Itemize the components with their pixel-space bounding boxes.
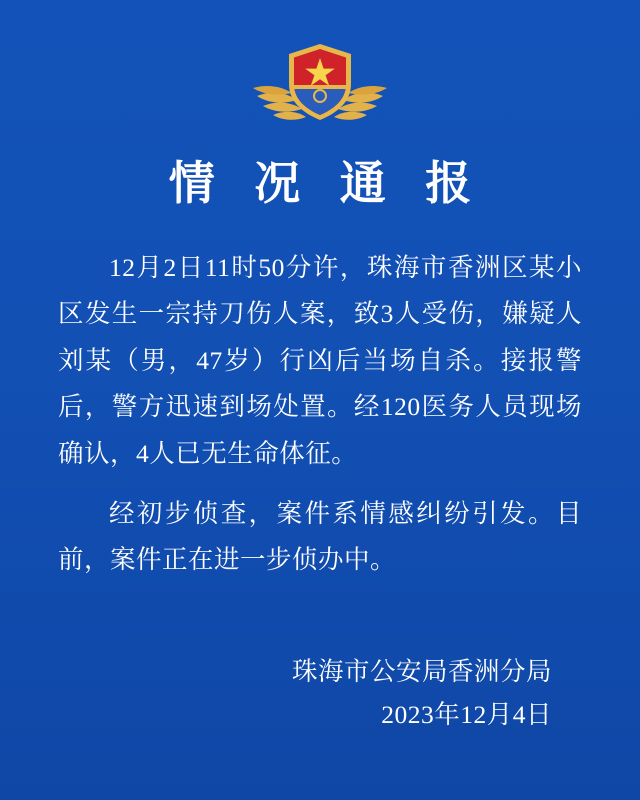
announcement-body: [58, 245, 582, 598]
issuing-organization: 珠海市公安局香洲分局: [291, 656, 552, 686]
paragraph-1: 12月2日11时50分许，珠海市香洲区某小区发生一宗持刀伤人案，致3人受伤，嫌疑人刘某（男，47岁）行凶后当场自杀。接报警后，警方迅速到场处置。经120医务人员现场确认，4人已无生命体征。: [58, 252, 582, 468]
page-title: 情 况 通 报: [168, 158, 486, 209]
paragraph-2: 经初步侦查，案件系情感纠纷引发。目前，案件正在进一步侦办中。: [58, 498, 582, 575]
issue-date: 2023年12月4日: [381, 700, 552, 730]
signature-block: [58, 650, 582, 737]
police-emblem: [245, 36, 395, 128]
